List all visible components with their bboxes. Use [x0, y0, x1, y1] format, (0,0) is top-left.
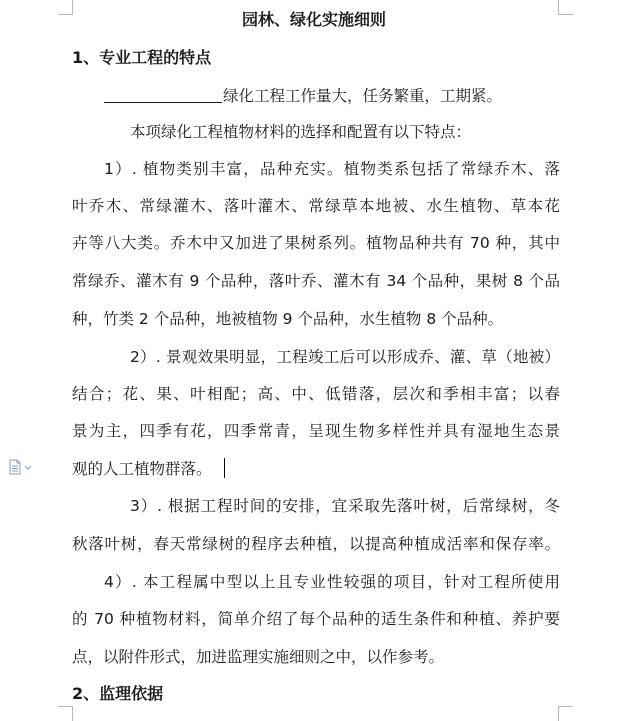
- document-title: 园林、绿化实施细则: [241, 10, 386, 29]
- paragraph-line: 观的人工植物群落。: [72, 460, 212, 478]
- paragraph-line: 常绿乔、灌木有 9 个品种，落叶乔、灌木有 34 个品种，果树 8 个品: [72, 272, 560, 290]
- paragraph-line: 3）. 根据工程时间的安排，宜采取先落叶树，后常绿树，冬: [130, 497, 560, 515]
- paragraph-line: 的 70 种植物材料，简单介绍了每个品种的适生条件和种植、养护要: [72, 610, 560, 628]
- page-corner-bottom-left: [58, 706, 73, 721]
- intro-text: 绿化工程工作量大，任务繁重，工期紧。: [223, 87, 503, 105]
- paragraph-line: 2）. 景观效果明显，工程竣工后可以形成乔、灌、草（地被）: [130, 348, 560, 366]
- document-icon[interactable]: [8, 459, 34, 475]
- lead-paragraph: 本项绿化工程植物材料的选择和配置有以下特点：: [130, 123, 472, 141]
- paragraph-line: 结合；花、果、叶相配；高、中、低错落，层次和季相丰富；以春: [72, 385, 560, 403]
- paragraph-line: 点，以附件形式，加进监理实施细则之中，以作参考。: [72, 648, 445, 666]
- paragraph-line: 秋落叶树，春天常绿树的程序去种植，以提高种植成活率和保存率。: [72, 535, 560, 553]
- section-heading: 2、监理依据: [72, 684, 164, 703]
- paragraph-line: 景为主，四季有花，四季常青，呈现生物多样性并具有湿地生态景: [72, 422, 560, 440]
- page-corner-bottom-right: [558, 706, 573, 721]
- section-heading: 1、专业工程的特点: [72, 48, 212, 67]
- paragraph-line: 叶乔木、常绿灌木、落叶灌木、常绿草本地被、水生植物、草本花: [72, 197, 560, 215]
- intro-paragraph: [72, 85, 560, 107]
- paragraph-line: 1）. 植物类别丰富，品种充实。植物类系包括了常绿乔木、落: [104, 160, 560, 178]
- paragraph-line-with-cursor[interactable]: [72, 458, 560, 480]
- text-cursor: [224, 458, 226, 478]
- paragraph-line: 卉等八大类。乔木中又加进了果树系列。植物品种共有 70 种，其中: [72, 234, 560, 252]
- paragraph-line: 4）. 本工程属中型以上且专业性较强的项目，针对工程所使用: [104, 573, 560, 591]
- blank-fill-line[interactable]: [104, 86, 222, 103]
- paragraph-line: 种，竹类 2 个品种，地被植物 9 个品种，水生植物 8 个品种。: [72, 310, 504, 328]
